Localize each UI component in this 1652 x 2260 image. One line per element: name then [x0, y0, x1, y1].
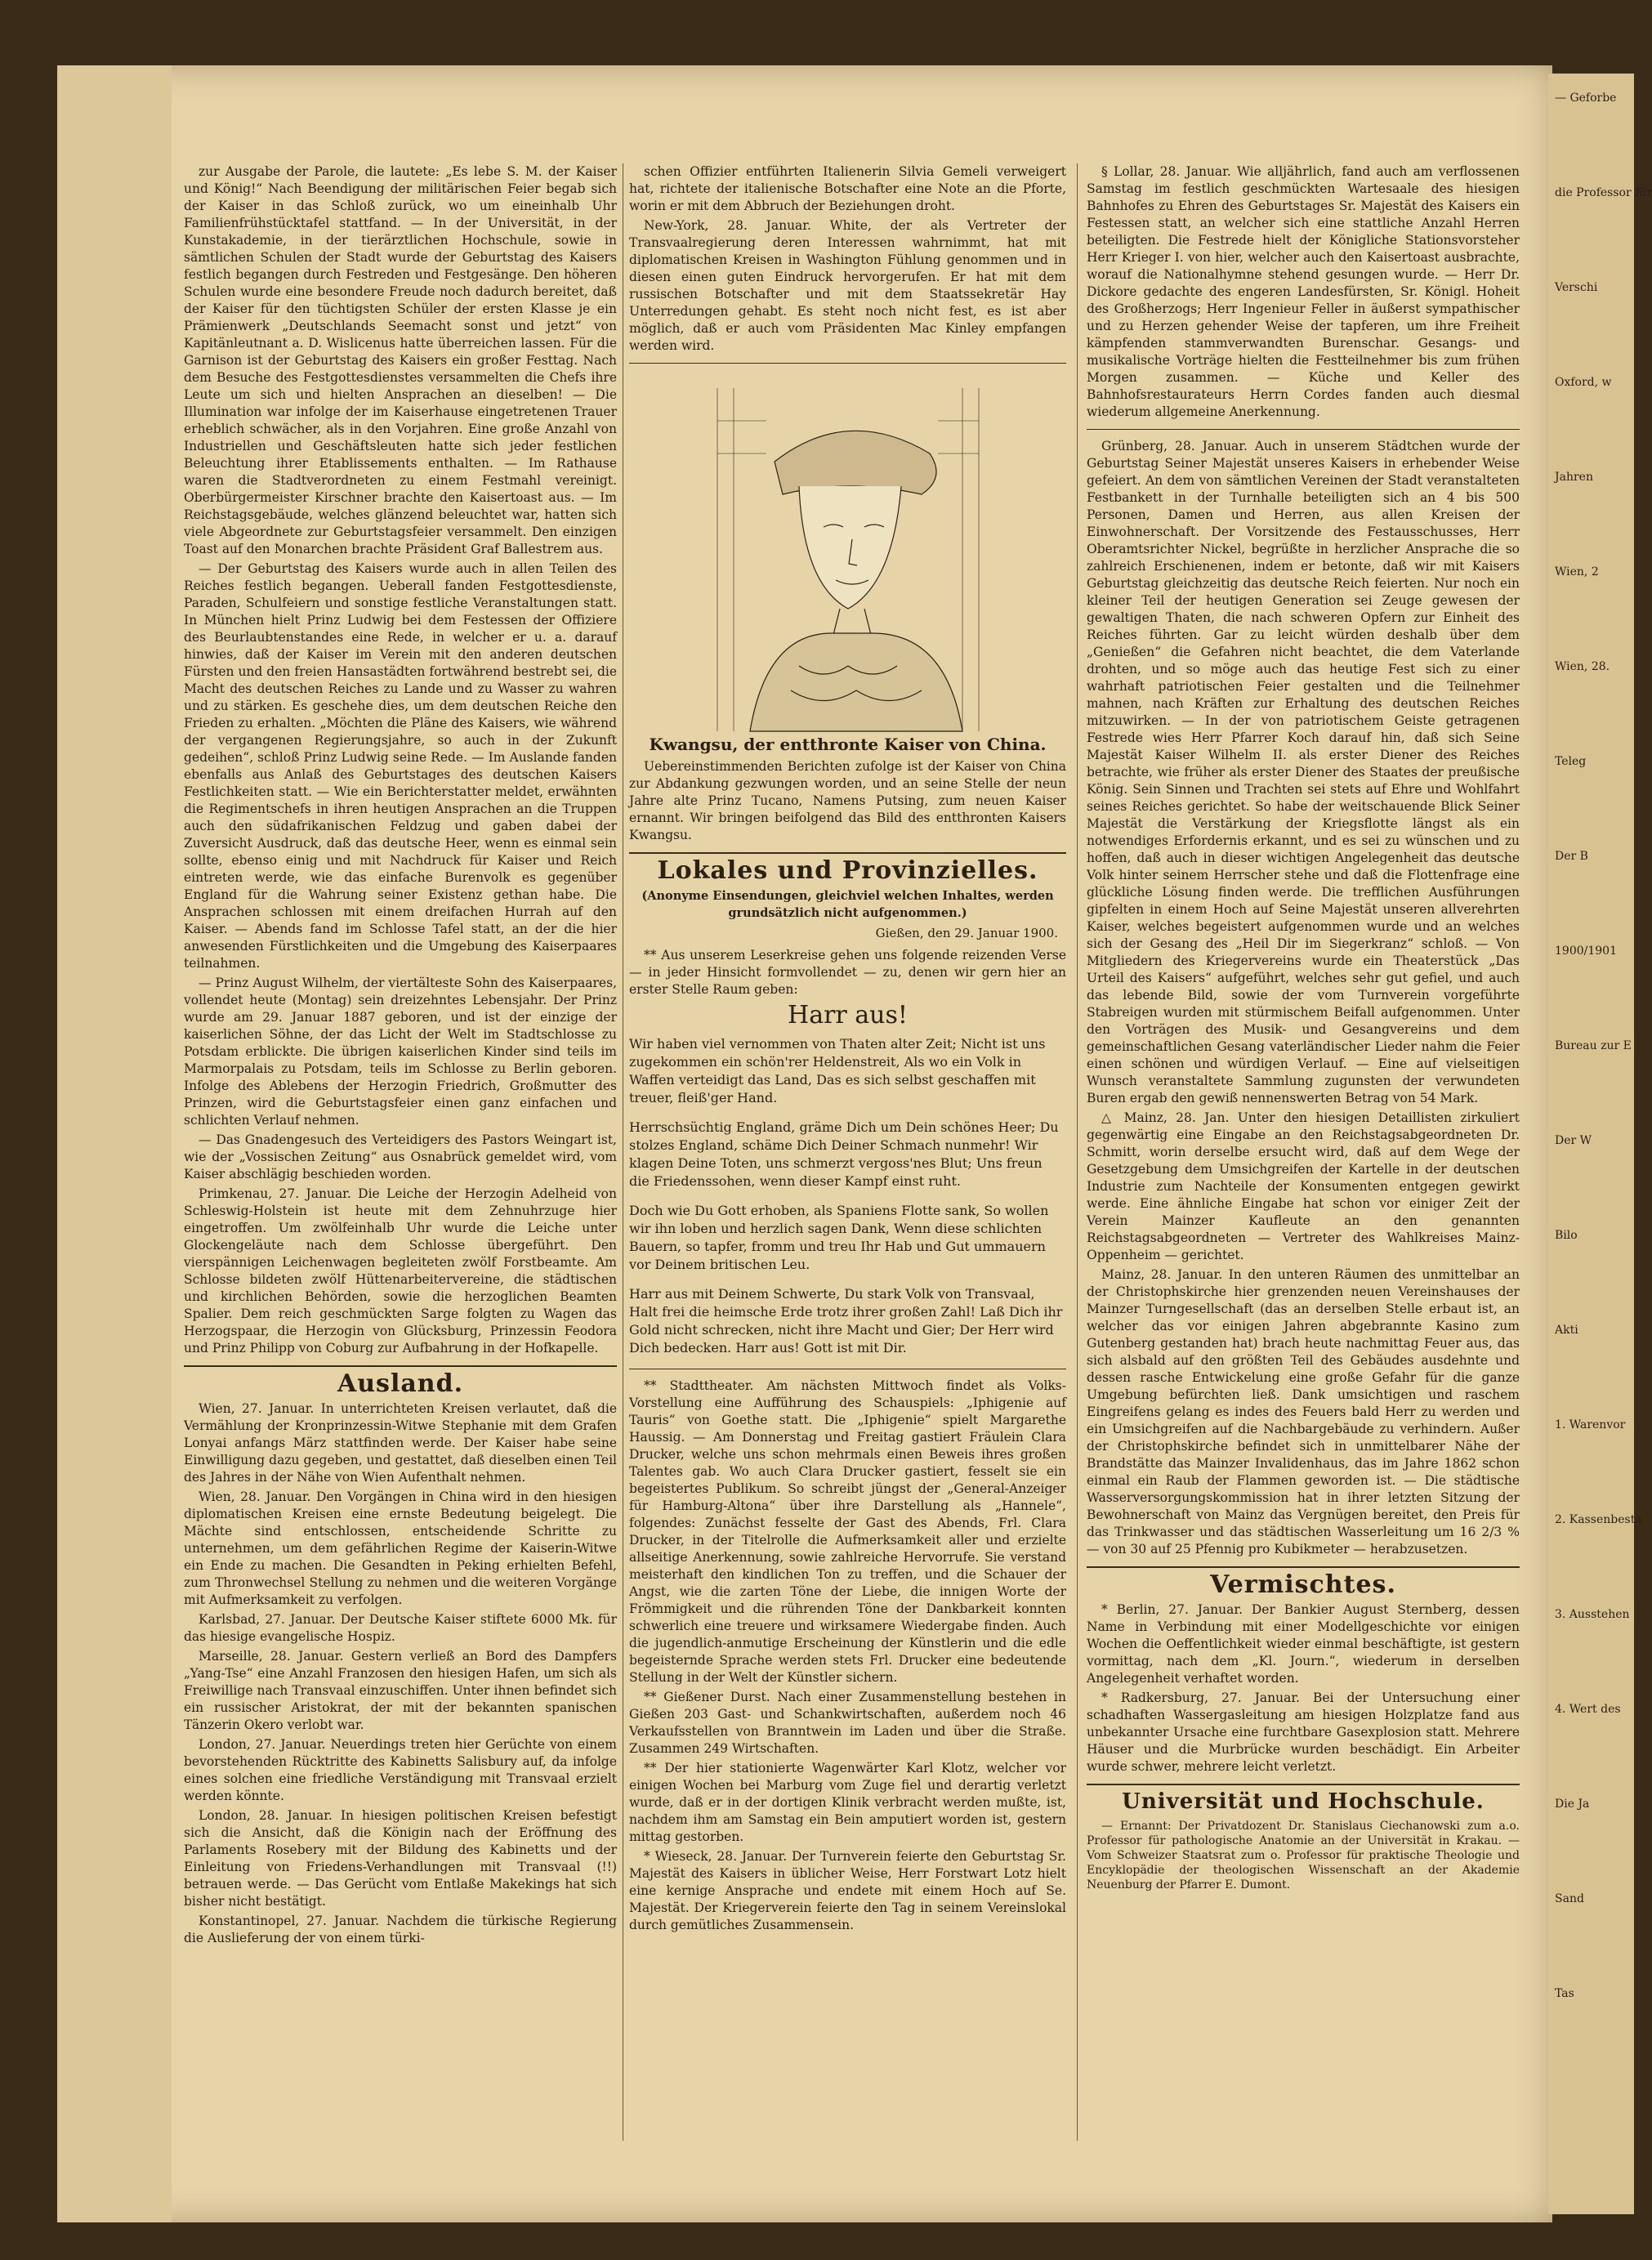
article-paragraph: Karlsbad, 27. Januar. Der Deutsche Kaiser stiftete 6000 Mk. für das hiesige evangelische Hospiz. [184, 1612, 617, 1644]
section-divider [1087, 1566, 1520, 1568]
adjacent-page-text: Die Ja [1555, 1798, 1590, 1811]
article-paragraph: * Berlin, 27. Januar. Der Bankier August Sternberg, dessen Name in Verbindung mit einer Modellgeschichte vor einigen Wochen die Oeffentlichkeit wieder einmal beschäftigte, ist gestern vormittag, nach dem „Kl. Journ.“, wiederum in derselben Angelegenheit verhaftet worden. [1087, 1602, 1520, 1686]
article-paragraph: ** Der hier stationierte Wagenwärter Karl Klotz, welcher vor einigen Wochen bei Marburg vom Zuge fiel und derartig verletzt wurde, daß er in der dortigen Klinik verbracht werden mußte, ist, nachdem ihm am Samstag ein Bein amputiert worden ist, gestern mittag gestorben. [629, 1761, 1066, 1844]
section-title-ausland: Ausland. [337, 1369, 464, 1398]
adjacent-page-text: — Geforbe [1555, 92, 1617, 105]
adjacent-page-fragment [1548, 74, 1652, 2214]
article-paragraph: § Lollar, 28. Januar. Wie alljährlich, fand auch am verflossenen Samstag im festlich geschmückten Wartesaale des hiesigen Bahnhofes zu Ehren des Geburtstages Sr. Majestät des Kaisers ein Festessen statt, an welcher sich eine stattliche Anzahl Herren beteiligten. Die Festrede hielt der Königliche Stationsvorsteher Herr Krieger I. von hier, welcher auch den Kaisertoast ausbrachte, worauf die Nationalhymne stehend gesungen wurde. — Herr Dr. Dickore gedachte des engeren Landesfürsten, Sr. Königl. Hoheit des Großherzogs; Herr Ingenieur Feller in äußerst sympathischer und zu Herzen gehender Weise der tapferen, um ihre Freiheit kämpfenden stammverwandten Burenschar. Gesangs- und musikalische Vorträge hielten die Festteilnehmer bis zum frühen Morgen zusammen. — Küche und Keller des Bahnhofsrestaurateurs Herrn Cordes fanden auch diesmal wiederum allgemeine Anerkennung. [1087, 164, 1520, 419]
article-paragraph: Marseille, 28. Januar. Gestern verließ an Bord des Dampfers „Yang-Tse“ eine Anzahl Franzosen den hiesigen Hafen, um sich als Freiwillige nach Transvaal einzuschiffen. Unter ihnen befindet sich ein russischer Aristokrat, der mit der bekannten spanischen Tänzerin Okero verlobt war. [184, 1649, 617, 1732]
poem-stanza: Herrschsüchtig England, gräme Dich um Dein schönes Heer; Du stolzes England, schäme Dich Deiner Schmach nunmehr! Wir klagen Deine Toten, uns schmerzt vergoss'nes Blut; Uns freun die Friedenssohen, wenn dieser Kampf einst ruht. [629, 1119, 1059, 1189]
column-3 [1087, 163, 1520, 1895]
article-paragraph: schen Offizier entführten Italienerin Silvia Gemeli verweigert hat, richtete der italienische Botschafter eine Note an die Pforte, worin er mit dem Abbruch der Beziehungen droht. [629, 164, 1066, 213]
adjacent-page-text: 4. Wert des [1555, 1703, 1621, 1716]
article-paragraph: New-York, 28. Januar. White, der als Vertreter der Transvaalregierung deren Interessen wahrnimmt, hat mit diplomatischen Kreisen in Washington Fühlung genommen und in diesen einen guten Eindruck hervorgerufen. Er hat mit dem russischen Botschafter und mit dem Staatssekretär Hay Unterredungen gehabt. Es steht noch nicht fest, es ist aber möglich, daß er auch vom Präsidenten Mac Kinley empfangen werden wird. [629, 218, 1066, 353]
article-paragraph: ** Aus unserem Leserkreise gehen uns folgende reizenden Verse — in jeder Hinsicht formvollendet — zu, denen wir gern hier an erster Stelle Raum geben: [629, 948, 1066, 997]
adjacent-page-text: 1900/1901 [1555, 945, 1617, 958]
illustration-caption: Kwangsu, der entthronte Kaiser von China. [649, 735, 1047, 754]
article-paragraph: ** Gießener Durst. Nach einer Zusammenstellung bestehen in Gießen 203 Gast- und Schankwirtschaften, außerdem noch 46 Verkaufsstellen von Branntwein im Laden und über die Straße. Zusammen 249 Wirtschaften. [629, 1690, 1066, 1756]
section-subtitle: (Anonyme Einsendungen, gleichviel welchen Inhaltes, werden grundsätzlich nicht aufgenommen.) [641, 889, 1054, 920]
article-paragraph: zur Ausgabe der Parole, die lautete: „Es lebe S. M. der Kaiser und König!“ Nach Beendigung der militärischen Feier begab sich der Kaiser in das Schloß zurück, wo um eineinhalb Uhr Familienfrühstücktafel stattfand. — In der Universität, in der Kunstakademie, in der tierärztlichen Hochschule, sowie in sämtlichen Schulen der Stadt wurde der Geburtstag des Kaisers festlich begangen durch Festreden und Festgesänge. Den höheren Schulen wurde eine besondere Freude noch dadurch bereitet, daß der Kaiser für den tüchtigsten Schüler der ersten Klasse je ein Prämienwerk „Deutschlands Seemacht sonst und jetzt“ von Kapitänleutnant a. D. Wislicenus hatte überreichen lassen. Für die Garnison ist der Geburtstag des Kaisers ein großer Festtag. Nach dem Besuche des Festgottesdienstes versammelten die Chefs ihre Leute um sich und hielten Ansprachen an dieselben! — Die Illumination war infolge der im Kaiserhause eingetretenen Trauer erheblich schwächer, als in den Vorjahren. Eine große Anzahl von Industriellen und Geschäftsleuten hatte sich jeder festlichen Beleuchtung ihrer Etablissements enthalten. — Im Rathause waren die Stadtverordneten zu einem Festmahl vereinigt. Oberbürgermeister Kirschner brachte den Kaisertoast aus. — Im Reichstagsgebäude, welches glänzend beleuchtet war, hatten sich viele Abgeordnete zur Geburtstagsfeier versammelt. Den einzigen Toast auf den Monarchen brachte Präsident Graf Ballestrem aus. [184, 164, 617, 556]
adjacent-page-text: Jahren [1555, 471, 1593, 484]
emperor-portrait-illustration [701, 372, 995, 731]
adjacent-page-text: 1. Warenvor [1555, 1418, 1626, 1431]
article-paragraph: * Wieseck, 28. Januar. Der Turnverein feierte den Geburtstag Sr. Majestät des Kaisers in üblicher Weise, Herr Forstwart Lotz hielt eine kernige Ansprache und endete mit einem Hoch auf Se. Majestät. Der Kriegerverein feierte den Tag in seinem Vereinslokal durch gemütliches Zusammensein. [629, 1849, 1066, 1932]
article-paragraph: △ Mainz, 28. Jan. Unter den hiesigen Detaillisten zirkuliert gegenwärtig eine Eingabe an den Reichstagsabgeordneten Dr. Schmitt, worin derselbe ersucht wird, daß auf dem Wege der Gesetzgebung dem Umsichgreifen der Kartelle in der deutschen Industrie zum Nachteile der Konsumenten entgegen gewirkt werde. Eine ähnliche Eingabe hat schon vor einiger Zeit der Verein Mainzer Kaufleute an den genannten Reichstagsabgeordneten — Vertreter des Wahlkreises Mainz-Oppenheim — gerichtet. [1087, 1110, 1520, 1262]
section-title-vermischtes: Vermischtes. [1210, 1570, 1396, 1599]
adjacent-page-text: Wien, 2 [1555, 565, 1599, 578]
article-paragraph: Wien, 28. Januar. Den Vorgängen in China wird in den hiesigen diplomatischen Kreisen eine ernste Bedeutung beigelegt. Die Mächte sind entschlossen, entscheidende Schritte zu unternehmen, um dem gefährlichen Regime der Kaiserin-Witwe ein Ende zu machen. Die Gesandten in Peking erhielten Befehl, zum Thronwechsel Stellung zu nehmen und die weiteren Vorgänge mit Aufmerksamkeit zu verfolgen. [184, 1490, 617, 1607]
article-paragraph: Primkenau, 27. Januar. Die Leiche der Herzogin Adelheid von Schleswig-Holstein ist heute mit dem Zehnuhrzuge hier eingetroffen. Um zwölfeinhalb Uhr wurde die Leiche unter Glockengeläute nach dem Schlosse übergeführt. Den vierspännigen Leichenwagen begleiteten zwölf Forstbeamte. Am Schlosse bildeten zwölf Hüttenarbeitervereine, die städtischen und kirchlichen Behörden, sowie die herzoglichen Beamten Spalier. Dem reich geschmückten Sarge folgten zu Wagen das Herzogspaar, die Herzogin von Glücksburg, Prinzessin Feodora und Prinz Philipp von Coburg zur Aufbahrung in der Hofkapelle. [184, 1186, 617, 1356]
poem-stanza: Wir haben viel vernommen von Thaten alter Zeit; Nicht ist uns zugekommen ein schön'rer Heldenstreit, Als wo ein Volk in Waffen verteidigt das Land, Das es sich selbst geschaffen mit treuer, fleiß'ger Hand. [629, 1036, 1046, 1105]
adjacent-page-text: Tas [1555, 1987, 1574, 2000]
column-2 [629, 163, 1066, 1936]
section-title-lokales: Lokales und Provinzielles. [657, 856, 1038, 885]
article-paragraph: Wien, 27. Januar. In unterrichteten Kreisen verlautet, daß die Vermählung der Kronprinzessin-Witwe Stephanie mit dem Grafen Lonyai anfangs März stattfinden werde. Der Kaiser habe seine Einwilligung dazu gegeben, und gestattet, daß dieselben einen Teil des Jahres in der Nähe von Wien Aufenthalt nehmen. [184, 1401, 617, 1485]
adjacent-page-text: Bilo [1555, 1229, 1578, 1242]
article-paragraph: ** Stadttheater. Am nächsten Mittwoch findet als Volks-Vorstellung eine Aufführung des Schauspiels: „Iphigenie auf Tauris“ von Goethe statt. Die „Iphigenie“ spielt Margarethe Haussig. — Am Donnerstag und Freitag gastiert Fräulein Clara Drucker, welche uns schon mehrmals einen Beweis ihres großen Talentes gab. Wo auch Clara Drucker gastiert, fesselt sie ein begeistertes Publikum. So schreibt jüngst der „General-Anzeiger für Hamburg-Altona“ über ihre Darstellung als „Hannele“, folgendes: Zunächst fesselte der Gast des Abends, Frl. Clara Drucker, in der Titelrolle die Aufmerksamkeit aller und erzielte allseitige Anerkennung, sowie zahlreiche Hervorrufe. Sie verstand meisterhaft den kindlichen Ton zu treffen, und die Schauer der Angst, wie die zarten Töne der Liebe, die innigen Worte der Frömmigkeit und die rührenden Töne der Dankbarkeit konnten schwerlich eine treuere und wirksamere Wiedergabe finden. Auch die jugendlich-anmutige Erscheinung der Künstlerin und die edle begeisternde Sprache werden stets Frl. Drucker eine bedeutende Stellung in der Welt der Künstler sichern. [629, 1378, 1066, 1685]
section-divider [1087, 429, 1520, 430]
adjacent-page-text: 2. Kassenbesta [1555, 1513, 1642, 1526]
article-paragraph: London, 27. Januar. Neuerdings treten hier Gerüchte von einem bevorstehenden Rücktritte des Kabinetts Salisbury auf, da infolge eines solchen eine friedliche Verständigung mit Transvaal erzielt werden könnte. [184, 1737, 617, 1803]
section-title-universitaet: Universität und Hochschule. [1122, 1789, 1485, 1814]
article-paragraph: — Das Gnadengesuch des Verteidigers des Pastors Weingart ist, wie der „Vossischen Zeitung“ aus Osnabrück gemeldet wird, vom Kaiser abschlägig beschieden worden. [184, 1132, 617, 1181]
poem-title: Harr aus! [788, 1001, 908, 1030]
adjacent-page-text: Verschi [1555, 281, 1598, 294]
article-paragraph: Uebereinstimmenden Berichten zufolge ist der Kaiser von China zur Abdankung gezwungen worden, und an seine Stelle der neun Jahre alte Prinz Tucano, Namens Putsing, zum neuen Kaiser ernannt. Wir bringen beifolgend das Bild des entthronten Kaisers Kwangsu. [629, 759, 1066, 842]
section-divider [1087, 1784, 1520, 1785]
poem-stanza: Doch wie Du Gott erhoben, als Spaniens Flotte sank, So wollen wir ihn loben und herzlich sagen Dank, Wenn diese schlichten Bauern, so tapfer, fromm und treu Ihr Hab und Gut ummauern vor Deinem britischen Leu. [629, 1203, 1049, 1272]
poem [629, 1035, 1066, 1357]
adjacent-page-text: Wien, 28. [1555, 660, 1610, 673]
poem-stanza: Harr aus mit Deinem Schwerte, Du stark Volk von Transvaal, Halt frei die heimsche Erde trotz ihrer großen Zahl! Laß Dich ihr Gold nicht schrecken, nicht ihre Macht und Gier; Der Herr wird Dich bedecken. Harr aus! Gott ist mit Dir. [629, 1286, 1063, 1356]
article-paragraph: — Ernannt: Der Privatdozent Dr. Stanislaus Ciechanowski zum a.o. Professor für pathologische Anatomie an der Universität in Krakau. — Vom Schweizer Staatsrat zum o. Professor für praktische Theologie und Encyklopädie der theologischen Wissenschaft an der Akademie Neuenburg der Pfarrer E. Dumont. [1087, 1820, 1520, 1892]
adjacent-page-text: 3. Ausstehen [1555, 1608, 1630, 1621]
section-divider [629, 852, 1066, 854]
adjacent-page-text: Teleg [1555, 755, 1587, 768]
article-paragraph: Mainz, 28. Januar. In den unteren Räumen des unmittelbar an der Christophskirche hier grenzenden neuen Vereinshauses der Mainzer Turngesellschaft (das an derselben Stelle erbaut ist, an welcher das vor einigen Jahren abgebrannte Kasino zum Gutenberg gestanden hat) brach heute nachmittag Feuer aus, das sich alsbald auf den größten Teil des Gebäudes ausdehnte und dessen rasche Entwickelung eine große Gefahr für die ganze Umgebung befürchten ließ. Dank umsichtigen und raschem Eingreifens gelang es indes des Feuers bald Herr zu werden und ein Umsichgreifen auf die Nachbargebäude zu verhindern. Außer der Christophskirche befindet sich in unmittelbarer Nähe der Brandstätte das Mainzer Invalidenhaus, das im Jahre 1862 schon einmal ein Raub der Flammen geworden ist. — Die städtische Wasserversorgungskommission hat in ihrer letzten Sitzung der Bewohnerschaft von Mainz das Vergnügen bereitet, den Preis für das Trinkwasser und das städtischen Wasserleitung um 16 2/3 % — von 30 auf 25 Pfennig pro Kubikmeter — herabzusetzen. [1087, 1267, 1520, 1557]
section-divider [184, 1365, 617, 1367]
adjacent-page-text: die Professor für [1555, 186, 1652, 199]
adjacent-page-text: Der B [1555, 850, 1588, 863]
adjacent-page-text: Oxford, w [1555, 376, 1612, 389]
dateline: Gießen, den 29. Januar 1900. [875, 926, 1058, 940]
article-paragraph: London, 28. Januar. In hiesigen politischen Kreisen befestigt sich die Ansicht, daß die Königin nach der Eröffnung des Parlaments Rosebery mit der Bildung des Kabinetts und der Einleitung von Friedens-Verhandlungen mit Transvaal (!!) betrauen werde. — Das Gerücht vom Entlaße Makekings hat sich bisher nicht bestätigt. [184, 1808, 617, 1909]
article-paragraph: — Prinz August Wilhelm, der viertälteste Sohn des Kaiserpaares, vollendet heute (Montag) sein dreizehntes Lebensjahr. Der Prinz wurde am 29. Januar 1887 geboren, und ist der einzige der kaiserlichen Söhne, der das Licht der Welt im Stadtschlosse zu Potsdam erblickte. Die übrigen kaiserlichen Kinder sind teils im Marmorpalais zu Potsdam, teils im Schlosse zu Berlin geboren. Infolge des Ablebens der Herzogin Friedrich, Großmutter des Prinzen, wird die Geburtstagsfeier einen ganz einfachen und schlichten Verlauf nehmen. [184, 976, 617, 1128]
page-margin [57, 65, 172, 2222]
adjacent-page-text: Der W [1555, 1134, 1592, 1147]
adjacent-page-text: Akti [1555, 1324, 1578, 1337]
article-paragraph: * Radkersburg, 27. Januar. Bei der Untersuchung einer schadhaften Wassergasleitung am hiesigen Holzplatze fand aus unbekannter Ursache eine furchtbare Gasexplosion statt. Mehrere Häuser und die Murbrücke wurden beschädigt. Ein Arbeiter wurde schwer, mehrere leicht verletzt. [1087, 1691, 1520, 1774]
column-rule [1077, 163, 1078, 2141]
adjacent-page-text: Sand [1555, 1892, 1584, 1905]
section-divider [629, 363, 1066, 364]
article-paragraph: Konstantinopel, 27. Januar. Nachdem die türkische Regierung die Auslieferung der von einem türki- [184, 1914, 617, 1945]
article-paragraph: Grünberg, 28. Januar. Auch in unserem Städtchen wurde der Geburtstag Seiner Majestät unseres Kaisers in erhebender Weise gefeiert. An dem von sämtlichen Vereinen der Stadt veranstalteten Festbankett in der Turnhalle beteiligten sich an 4 bis 500 Personen, Damen und Herren, aus allen Kreisen der Einwohnerschaft. Der Vorsitzende des Festausschusses, Herr Oberamtsrichter Nickel, begrüßte in herzlicher Ansprache die so zahlreich Erschienenen, indem er betonte, daß wir mit Kaisers Geburtstag gleichzeitig das deutsche Reich feierten. Nur noch ein kleiner Teil der heutigen Generation sei Zeuge gewesen der gewaltigen Thaten, die nach schweren Opfern zur Einheit des Reiches führten. Gar zu leicht würden deshalb über dem „Genießen“ die Gefahren nicht beachtet, die dem Vaterlande drohten, und so möge auch das heutige Fest sich zu einer wahrhaft patriotischen Feier gestalten und die Teilnehmer mahnen, nach Kräften zur Erhaltung des deutschen Reiches mitzuwirken. — In der von patriotischem Geiste getragenen Festrede wies Herr Pfarrer Koch darauf hin, daß sich Seine Majestät Kaiser Wilhelm II. als erster Diener des Reiches betrachte, wie früher als erster Diener des Staates der preußische König. Sein Sinnen und Trachten sei stets auf Ehre und Wohlfahrt seines Reiches gerichtet. So habe der weitschauende Blick Seiner Majestät die Verstärkung der Kriegsflotte längst als ein notwendiges Erfordernis erkannt, und es sei zu wünschen und zu hoffen, daß auch in dieser wichtigen Angelegenheit das deutsche Volk hinter seinem Herrscher stehe und daß die Flottenfrage eine glückliche Lösung finden werde. Die trefflichen Ausführungen gipfelten in einem Hoch auf Seine Majestät unseren allverehrten Kaiser, welches begeistert aufgenommen wurde und an welches sich der Gesang des „Heil Dir im Siegerkranz“ schloß. — Von Mitgliedern des Kriegervereins wurde ein Theaterstück „Das Urteil des Kaisers“ aufgeführt, welches sehr gut gefiel, und auch das lebende Bild, sowie der vom Turnverein vorgeführte Stabreigen wurden mit stürmischem Beifall aufgenommen. Unter den Vorträgen des Musik- und Gesangvereins und dem gemeinschaftlichen Gesang vaterländischer Lieder nahm die Feier einen schönen und würdigen Verlauf. — Eine auf vielseitigen Wunsch veranstaltete Sammlung zugunsten der verwundeten Buren ergab den gewiß nennenswerten Betrag von 54 Mark. [1087, 439, 1520, 1105]
article-paragraph: — Der Geburtstag des Kaisers wurde auch in allen Teilen des Reiches festlich begangen. Ueberall fanden Festgottesdienste, Paraden, Schulfeiern und sonstige festliche Veranstaltungen statt. In München hielt Prinz Ludwig bei dem Festessen der Offiziere des Beurlaubtenstandes eine Rede, in welcher er u. a. darauf hinwies, daß der Kaiser im Verein mit den anderen deutschen Fürsten und den freien Hansastädten fortwährend bestrebt sei, die Macht des deutschen Reiches zu Lande und zu Wasser zu wahren und zu stärken. Es geschehe dies, um dem deutschen Reiche den Frieden zu erhalten. „Möchten die Pläne des Kaisers, wie während der vergangenen Regierungsjahre, so auch in der Zukunft gedeihen“, schloß Prinz Ludwig seine Rede. — Im Auslande fanden ebenfalls aus Anlaß des Geburtstages des deutschen Kaisers Festlichkeiten statt. — Wie ein Berichterstatter meldet, erwähnten die Regimentschefs in ihren heutigen Ansprachen an die Truppen auch den südafrikanischen Feldzug und gaben dabei der Zuversicht Ausdruck, daß das deutsche Heer, wenn es einmal sein sollte, ebenso einig und mit Nachdruck für Kaiser und Reich eintreten werde, wie das einfache Burenvolk es gegenüber England für die Wahrung seiner Existenz gethan habe. Die Ansprachen schlossen mit einem dreifachen Hurrah auf den Kaiser. — Abends fand im Schlosse Tafel statt, an der die hier anwesenden Fürstlichkeiten und die Umgebung des Kaiserpaares teilnahmen. [184, 561, 617, 971]
adjacent-page-text: Bureau zur E [1555, 1039, 1632, 1052]
column-1 [184, 163, 617, 1950]
